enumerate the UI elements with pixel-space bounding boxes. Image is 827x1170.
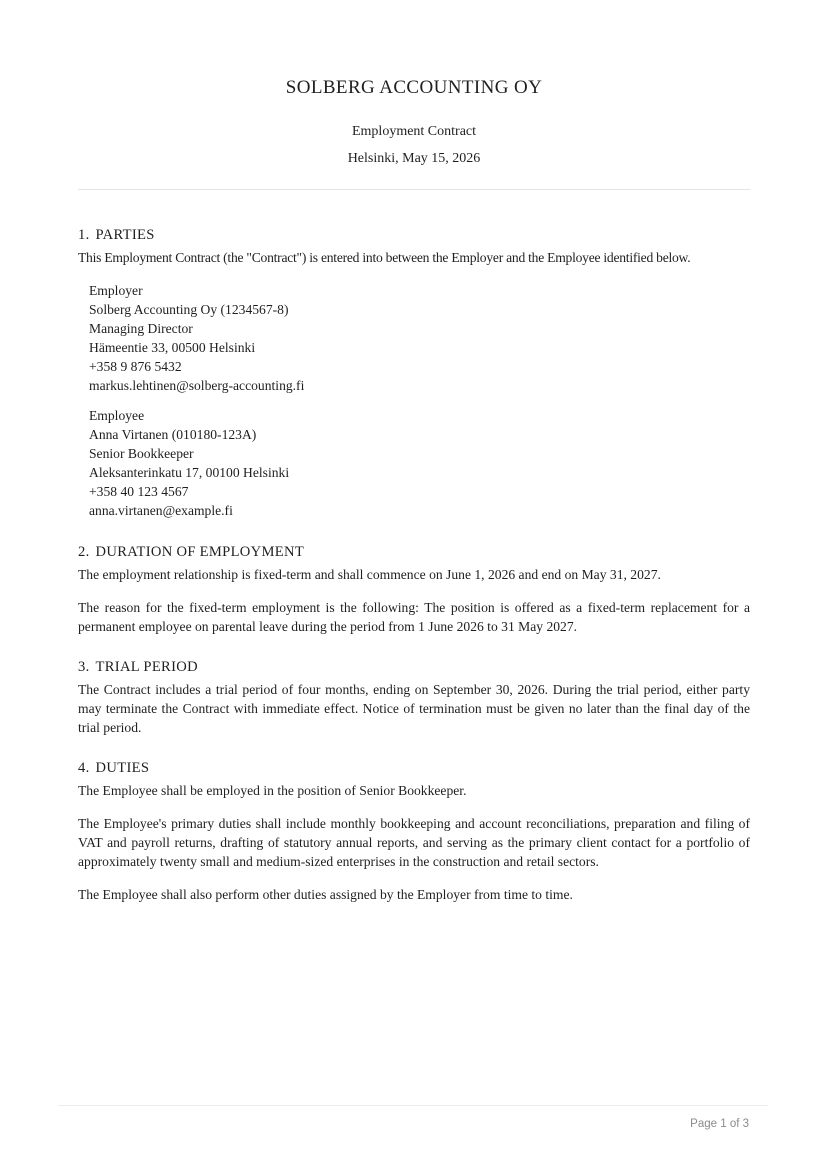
document-type: Employment Contract [351, 124, 477, 139]
employer-label: Employer [89, 283, 143, 298]
company-name: SOLBERG ACCOUNTING OY [285, 77, 543, 98]
trial-paragraph-1: The Contract includes a trial period of four months, ending on September 30, 2026. During the trial period, either party may terminate the Contract with immediate effect. Notice of termination must be given no later than the final day of the trial period. [78, 682, 750, 735]
header-divider [78, 189, 750, 190]
employer-block [89, 281, 750, 395]
page-number: Page 1 of 3 [690, 1118, 749, 1130]
employee-label: Employee [89, 408, 145, 423]
employee-name: Anna Virtanen (010180-123A) [89, 427, 257, 442]
employee-address: Aleksanterinkatu 17, 00100 Helsinki [89, 465, 290, 480]
footer-divider [58, 1105, 768, 1106]
section-number: 4. [78, 760, 90, 776]
section-parties [78, 226, 750, 520]
section-number: 1. [78, 227, 90, 243]
duties-paragraph-2: The Employee's primary duties shall include monthly bookkeeping and account reconciliations, preparation and filing of VAT and payroll returns, drafting of statutory annual reports, and serving as the primary client contact for a portfolio of approximately twenty small and medium-sized enterprises in the construction and retail sectors. [78, 816, 750, 869]
section-title: TRIAL PERIOD [95, 659, 198, 675]
section-heading [78, 658, 750, 677]
employer-title: Managing Director [89, 321, 193, 336]
section-title: DURATION OF EMPLOYMENT [95, 544, 305, 560]
section-title: PARTIES [95, 227, 155, 243]
section-duties [78, 759, 750, 904]
document-body [78, 226, 750, 904]
parties-intro: This Employment Contract (the "Contract") is entered into between the Employer and the Employee identified below. [78, 250, 691, 265]
employer-name: Solberg Accounting Oy (1234567-8) [89, 302, 289, 317]
section-heading [78, 226, 750, 245]
section-number: 3. [78, 659, 90, 675]
section-number: 2. [78, 544, 90, 560]
employer-email: markus.lehtinen@solberg-accounting.fi [89, 378, 305, 393]
duties-paragraph-1: The Employee shall be employed in the position of Senior Bookkeeper. [78, 783, 467, 798]
section-heading [78, 543, 750, 562]
employee-email: anna.virtanen@example.fi [89, 503, 233, 518]
employee-phone: +358 40 123 4567 [89, 484, 189, 499]
duration-paragraph-1: The employment relationship is fixed-term and shall commence on June 1, 2026 and end on May 31, 2027. [78, 567, 661, 582]
place-and-date: Helsinki, May 15, 2026 [347, 151, 481, 166]
duration-paragraph-2: The reason for the fixed-term employment is the following: The position is offered as a fixed-term replacement for a permanent employee on parental leave during the period from 1 June 2026 to 31 May 2027. [78, 600, 750, 634]
employee-block [89, 406, 750, 520]
section-duration [78, 543, 750, 636]
duties-paragraph-3: The Employee shall also perform other duties assigned by the Employer from time to time. [78, 887, 573, 902]
employer-phone: +358 9 876 5432 [89, 359, 182, 374]
employer-address: Hämeentie 33, 00500 Helsinki [89, 340, 256, 355]
section-trial-period [78, 658, 750, 737]
section-title: DUTIES [95, 760, 150, 776]
employee-title: Senior Bookkeeper [89, 446, 194, 461]
section-heading [78, 759, 750, 778]
